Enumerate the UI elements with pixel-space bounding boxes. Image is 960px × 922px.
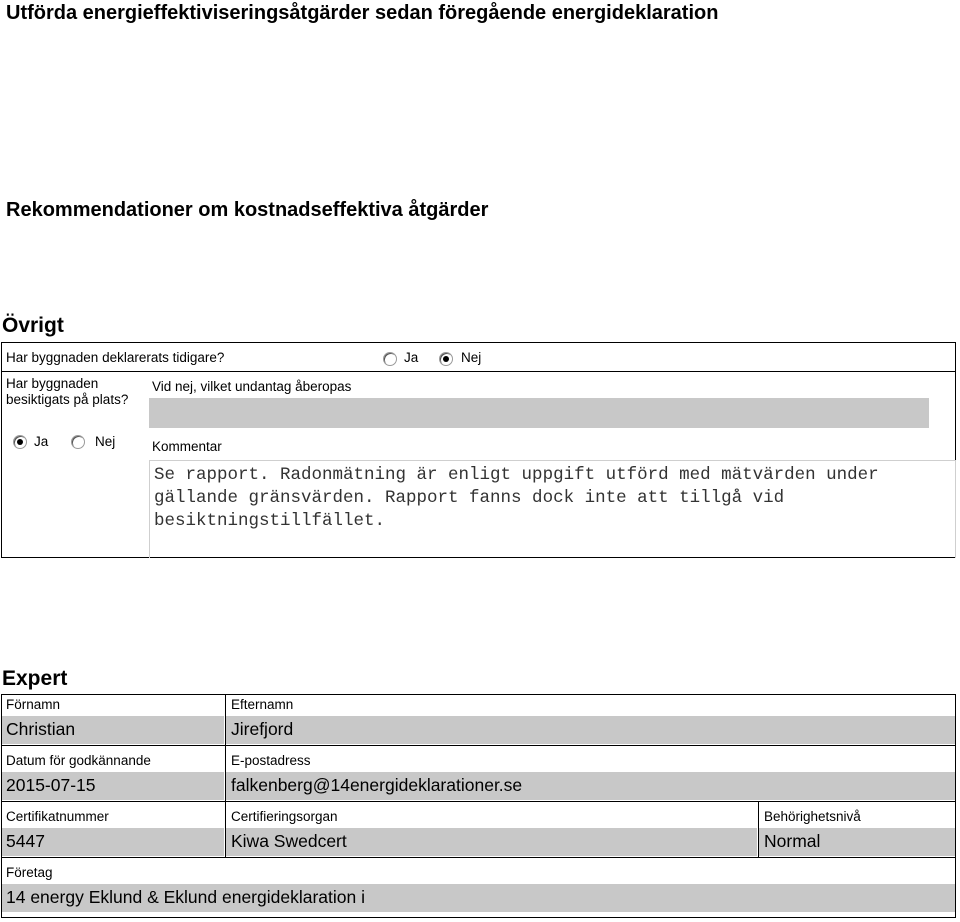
company-value: 14 energy Eklund & Eklund energideklaration i [6, 887, 365, 907]
cert-number-value: 5447 [6, 831, 45, 851]
competence-label: Behörighetsnivå [764, 809, 861, 824]
comment-label: Kommentar [152, 439, 222, 454]
last-name-label: Efternamn [231, 697, 294, 712]
email-value: falkenberg@14energideklarationer.se [231, 775, 523, 795]
cert-body-value: Kiwa Swedcert [231, 831, 347, 851]
exception-label: Vid nej, vilket undantag åberopas [152, 379, 352, 394]
expert-row-divider-1 [1, 745, 956, 746]
expert-row-divider-3 [1, 857, 956, 858]
inspected-no-label: Nej [95, 434, 116, 449]
declared-before-no-label: Nej [461, 350, 482, 365]
expert-col-divider-1 [225, 694, 226, 857]
expert-row-divider-2 [1, 801, 956, 802]
last-name-field-bg [226, 716, 955, 744]
exception-field[interactable] [149, 398, 929, 428]
cert-body-label: Certifieringsorgan [231, 809, 338, 824]
approval-date-value: 2015-07-15 [6, 775, 96, 795]
company-label: Företag [6, 865, 53, 880]
declared-before-question: Har byggnaden deklarerats tidigare? [6, 350, 225, 365]
recommendations-heading: Rekommendationer om kostnadseffektiva åtgärder [6, 199, 489, 221]
energy-measures-heading: Utförda energieffektiviseringsåtgärder sedan föregående energideklaration [6, 2, 719, 24]
first-name-label: Förnamn [6, 697, 61, 712]
expert-col-divider-2 [758, 801, 759, 857]
inspected-yes-label: Ja [34, 434, 49, 449]
approval-date-label: Datum för godkännande [6, 753, 151, 768]
inspected-yes-radio[interactable] [13, 435, 27, 449]
email-label: E-postadress [231, 753, 311, 768]
comment-text: Se rapport. Radonmätning är enligt uppgift utförd med mätvärden under gällande gränsvärden. Rapport fanns dock inte att tillgå vid besiktningstillfället. [154, 465, 879, 531]
last-name-value: Jirefjord [231, 719, 294, 739]
declared-before-yes-label: Ja [404, 350, 419, 365]
inspected-question: Har byggnaden besiktigats på plats? [6, 376, 129, 407]
competence-value: Normal [764, 831, 821, 851]
other-section-divider [1, 371, 956, 372]
declared-before-yes-radio[interactable] [383, 352, 397, 366]
other-heading: Övrigt [2, 314, 64, 337]
inspected-no-radio[interactable] [71, 435, 85, 449]
expert-heading: Expert [2, 667, 68, 690]
cert-number-label: Certifikatnummer [6, 809, 109, 824]
declared-before-no-radio[interactable] [439, 352, 453, 366]
first-name-value: Christian [6, 719, 76, 739]
